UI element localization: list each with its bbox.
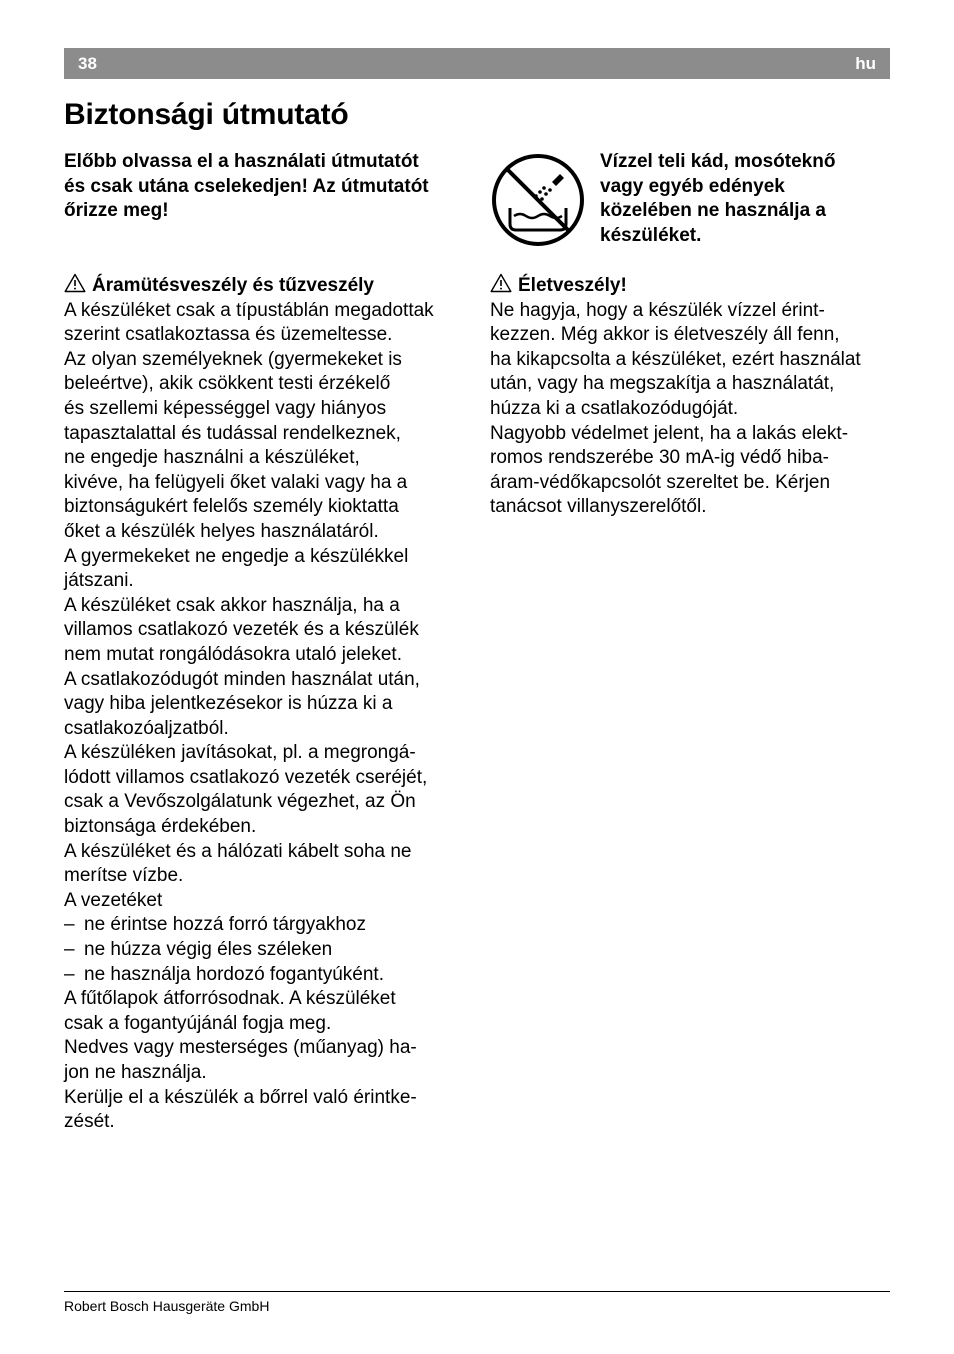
electric-fire-section: [64, 273, 474, 1135]
dash-bullet: –: [64, 963, 75, 985]
page-number: 38: [78, 54, 97, 73]
list-item: [64, 963, 474, 988]
intro-line: és csak utána cselekedjen! Az útmutatót: [64, 175, 429, 197]
footer-divider: [64, 1291, 890, 1292]
body-line: A vezetéket: [64, 889, 163, 911]
warning-triangle-icon: [490, 273, 512, 293]
body-line: beleértve), akik csökkent testi érzékelő: [64, 373, 391, 395]
page-title: Biztonsági útmutató: [64, 98, 349, 131]
footer-company: Robert Bosch Hausgeräte GmbH: [64, 1298, 270, 1314]
body-line: húzza ki a csatlakozódugóját.: [490, 397, 739, 419]
no-bathtub-icon: [490, 152, 586, 248]
body-line: jon ne használja.: [64, 1062, 207, 1083]
body-line: villamos csatlakozó vezeték és a készülék: [64, 619, 419, 641]
body-line: biztonságukért felelős személy kioktatta: [64, 496, 399, 518]
body-line: A készüléken javításokat, pl. a megrongá-: [64, 742, 416, 764]
body-line: A fűtőlapok átforrósodnak. A készüléket: [64, 988, 396, 1010]
list-item-text: ne húzza végig éles széleken: [84, 939, 333, 961]
body-line: merítse vízbe.: [64, 865, 184, 887]
section-heading: [64, 273, 474, 299]
body-line: Ne hagyja, hogy a készülék vízzel érint-: [490, 299, 825, 321]
body-line: ha kikapcsolta a készüléket, ezért használat: [490, 348, 861, 370]
body-line: biztonsága érdekében.: [64, 816, 257, 838]
body-line: játszani.: [64, 570, 134, 592]
body-line: tanácsot villanyszerelőtől.: [490, 496, 707, 518]
body-line: után, vagy ha megszakítja a használatát,: [490, 373, 835, 395]
electric-heading-text: Áramütésveszély és tűzveszély: [92, 275, 374, 296]
header-bar: [64, 48, 890, 79]
body-line: Az olyan személyeknek (gyermekeket is: [64, 348, 402, 370]
body-line: őket a készülék helyes használatáról.: [64, 520, 379, 542]
body-line: áram-védőkapcsolót szereltet be. Kérjen: [490, 471, 831, 493]
bath-warning: [600, 150, 835, 248]
body-line: csak a Vevőszolgálatunk végezhet, az Ön: [64, 791, 416, 813]
section-heading: [490, 273, 900, 299]
body-line: nem mutat rongálódásokra utaló jeleket.: [64, 643, 402, 665]
body-line: A készüléket és a hálózati kábelt soha ne: [64, 840, 412, 862]
body-line: kezzen. Még akkor is életveszély áll fenn,: [490, 324, 840, 346]
body-line: A készüléket csak akkor használja, ha a: [64, 594, 400, 616]
body-line: csatlakozóaljzatból.: [64, 717, 229, 739]
body-line: A csatlakozódugót minden használat után,: [64, 668, 420, 690]
bath-warning-line: készüléket.: [600, 224, 702, 246]
body-line: Nedves vagy mesterséges (műanyag) ha-: [64, 1037, 417, 1059]
bath-warning-line: vagy egyéb edények: [600, 175, 785, 197]
list-item: [64, 913, 474, 938]
intro-line: őrizze meg!: [64, 200, 169, 222]
body-line: lódott villamos csatlakozó vezeték cseréjét,: [64, 766, 428, 788]
body-line: és szellemi képességgel vagy hiányos: [64, 397, 387, 419]
body-line: A gyermekeket ne engedje a készülékkel: [64, 545, 409, 567]
body-line: Kerülje el a készülék a bőrrel való érintke-: [64, 1086, 417, 1108]
body-line: zését.: [64, 1111, 115, 1133]
intro-notice: [64, 150, 474, 224]
body-line: szerint csatlakoztassa és üzemeltesse.: [64, 324, 393, 346]
body-line: Nagyobb védelmet jelent, ha a lakás elekt-: [490, 422, 849, 444]
body-line: romos rendszerébe 30 mA-ig védő hiba-: [490, 447, 830, 469]
language-code: hu: [855, 54, 876, 73]
list-item-text: ne érintse hozzá forró tárgyakhoz: [84, 914, 366, 936]
body-line: ne engedje használni a készüléket,: [64, 447, 360, 469]
list-item: [64, 938, 474, 963]
dash-bullet: –: [64, 914, 75, 936]
warning-triangle-icon: [64, 273, 86, 293]
body-line: A készüléket csak a típustáblán megadottak: [64, 299, 434, 321]
body-line: kivéve, ha felügyeli őket valaki vagy ha a: [64, 471, 408, 493]
bath-warning-line: közelében ne használja a: [600, 200, 826, 222]
bath-warning-line: Vízzel teli kád, mosóteknő: [600, 151, 836, 172]
body-line: csak a fogantyújánál fogja meg.: [64, 1012, 332, 1034]
life-heading-text: Életveszély!: [518, 275, 627, 296]
dash-bullet: –: [64, 939, 75, 961]
intro-line: Előbb olvassa el a használati útmutatót: [64, 151, 419, 172]
list-item-text: ne használja hordozó fogantyúként.: [84, 963, 384, 985]
body-line: tapasztalattal és tudással rendelkeznek,: [64, 422, 401, 444]
body-line: vagy hiba jelentkezésekor is húzza ki a: [64, 693, 393, 715]
life-danger-section: [490, 273, 900, 520]
